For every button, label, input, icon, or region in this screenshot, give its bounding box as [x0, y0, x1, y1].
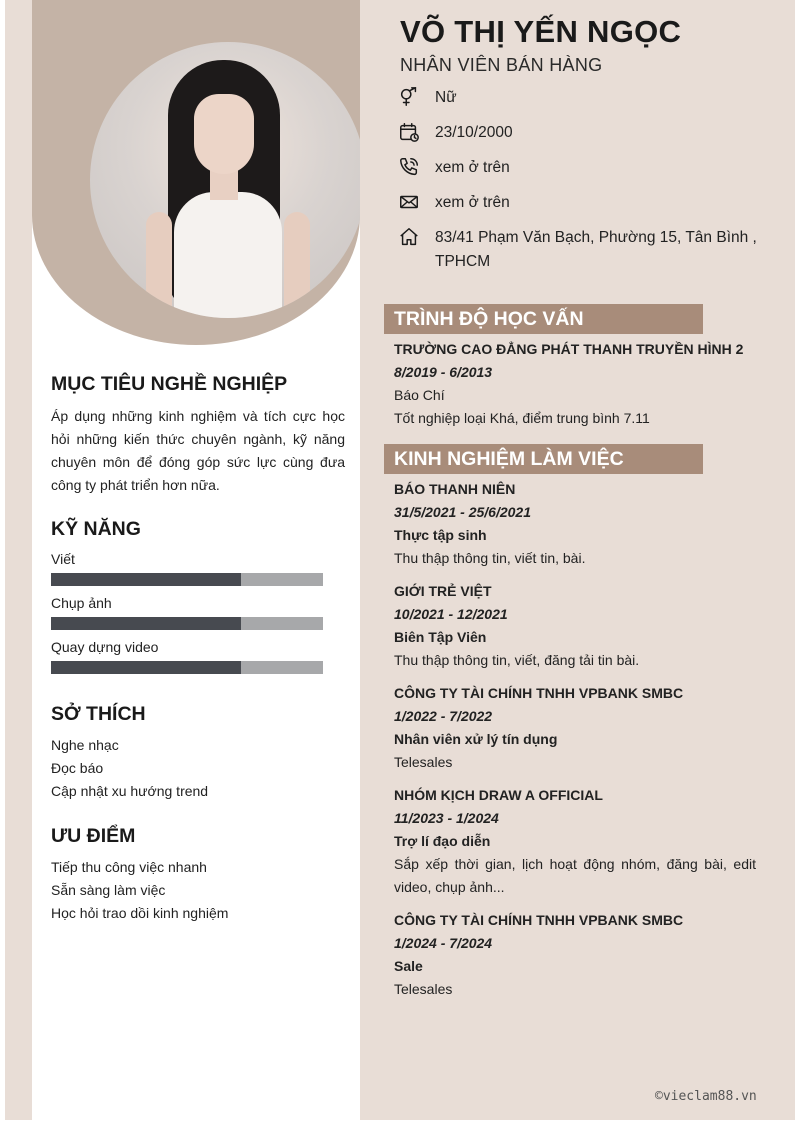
gender-row: [398, 86, 780, 110]
skill-bar: [51, 617, 323, 630]
education-school: TRƯỜNG CAO ĐẲNG PHÁT THANH TRUYỀN HÌNH 2: [394, 341, 744, 357]
profile-photo: [90, 42, 360, 318]
list-item: Đọc báo: [51, 760, 104, 776]
experience-date: 11/2023 - 1/2024: [394, 810, 499, 826]
list-item: Học hỏi trao dồi kinh nghiệm: [51, 905, 229, 921]
experience-role: Thực tập sinh: [394, 527, 487, 543]
experience-org: CÔNG TY TÀI CHÍNH TNHH VPBANK SMBC: [394, 912, 684, 928]
skill-bar-fill: [51, 617, 241, 630]
experience-desc: Sắp xếp thời gian, lịch hoạt động nhóm, đăng bài, edit video, chụp ảnh...: [394, 856, 756, 895]
skills-heading: KỸ NĂNG: [51, 518, 141, 540]
experience-desc: Thu thập thông tin, viết, đăng tải tin bài.: [394, 652, 640, 668]
home-icon: [398, 226, 420, 248]
skill-label: Viết: [51, 551, 75, 567]
skill-bar: [51, 661, 323, 674]
phone-icon: [398, 156, 420, 178]
experience-org: BÁO THANH NIÊN: [394, 481, 516, 497]
email-value: xem ở trên: [435, 194, 510, 211]
skill-label: Chụp ảnh: [51, 595, 112, 611]
experience-desc: Telesales: [394, 754, 453, 770]
experience-desc: Thu thập thông tin, viết tin, bài.: [394, 550, 586, 566]
hobbies-list: [51, 734, 208, 803]
gender-icon: [398, 86, 420, 108]
experience-date: 10/2021 - 12/2021: [394, 606, 508, 622]
birthday-row: [398, 121, 780, 145]
watermark: ©vieclam88.vn: [655, 1089, 757, 1104]
calendar-icon: [398, 121, 420, 143]
skill-bar-fill: [51, 573, 241, 586]
experience-heading: KINH NGHIỆM LÀM VIỆC: [384, 444, 703, 474]
list-item: Tiếp thu công việc nhanh: [51, 859, 207, 875]
education-entry: [394, 338, 756, 430]
experience-org: CÔNG TY TÀI CHÍNH TNHH VPBANK SMBC: [394, 685, 684, 701]
experience-org: GIỚI TRẺ VIỆT: [394, 583, 492, 599]
experience-date: 1/2022 - 7/2022: [394, 708, 493, 724]
experience-desc: Telesales: [394, 981, 453, 997]
experience-entry: [394, 909, 756, 1001]
birthday-value: 23/10/2000: [435, 124, 513, 141]
address-value: 83/41 Phạm Văn Bạch, Phường 15, Tân Bình , TPHCM: [435, 229, 757, 270]
skill-item: [51, 551, 323, 586]
experience-entry: [394, 682, 756, 774]
experience-date: 1/2024 - 7/2024: [394, 935, 493, 951]
education-desc: Tốt nghiệp loại Khá, điểm trung bình 7.11: [394, 410, 650, 426]
photo-frame: [32, 0, 360, 345]
education-heading: TRÌNH ĐỘ HỌC VẤN: [384, 304, 703, 334]
education-major: Báo Chí: [394, 387, 445, 403]
candidate-name: VÕ THỊ YẾN NGỌC: [400, 14, 682, 49]
phone-value: xem ở trên: [435, 159, 510, 176]
experience-entry: [394, 478, 756, 570]
skill-bar-fill: [51, 661, 241, 674]
experience-date: 31/5/2021 - 25/6/2021: [394, 504, 532, 520]
experience-role: Trợ lí đạo diễn: [394, 833, 491, 849]
email-row: [398, 191, 780, 215]
candidate-title: NHÂN VIÊN BÁN HÀNG: [400, 55, 603, 75]
skill-item: [51, 639, 323, 674]
objective-text: Áp dụng những kinh nghiệm và tích cực học hỏi những kiến thức chuyên ngành, kỹ năng chuyên môn để đóng góp sức lực cùng đưa công ty phát triển hơn nữa.: [51, 408, 345, 493]
list-item: Nghe nhạc: [51, 737, 119, 753]
phone-row: [398, 156, 780, 180]
address-row: [398, 226, 780, 274]
list-item: Cập nhật xu hướng trend: [51, 783, 209, 799]
skill-item: [51, 595, 323, 630]
skill-bar: [51, 573, 323, 586]
experience-role: Biên Tập Viên: [394, 629, 487, 645]
hobbies-heading: SỞ THÍCH: [51, 703, 146, 725]
experience-entry: [394, 580, 756, 672]
objective-heading: MỤC TIÊU NGHỀ NGHIỆP: [51, 373, 288, 395]
gender-value: Nữ: [435, 89, 457, 106]
strengths-list: [51, 856, 228, 925]
list-item: Sẵn sàng làm việc: [51, 882, 166, 898]
education-date: 8/2019 - 6/2013: [394, 364, 493, 380]
experience-role: Nhân viên xử lý tín dụng: [394, 731, 558, 747]
experience-org: NHÓM KỊCH DRAW A OFFICIAL: [394, 787, 603, 803]
experience-role: Sale: [394, 958, 423, 974]
strengths-heading: ƯU ĐIỂM: [51, 825, 136, 847]
mail-icon: [398, 191, 420, 213]
skill-label: Quay dựng video: [51, 639, 159, 655]
experience-entry: [394, 784, 756, 899]
